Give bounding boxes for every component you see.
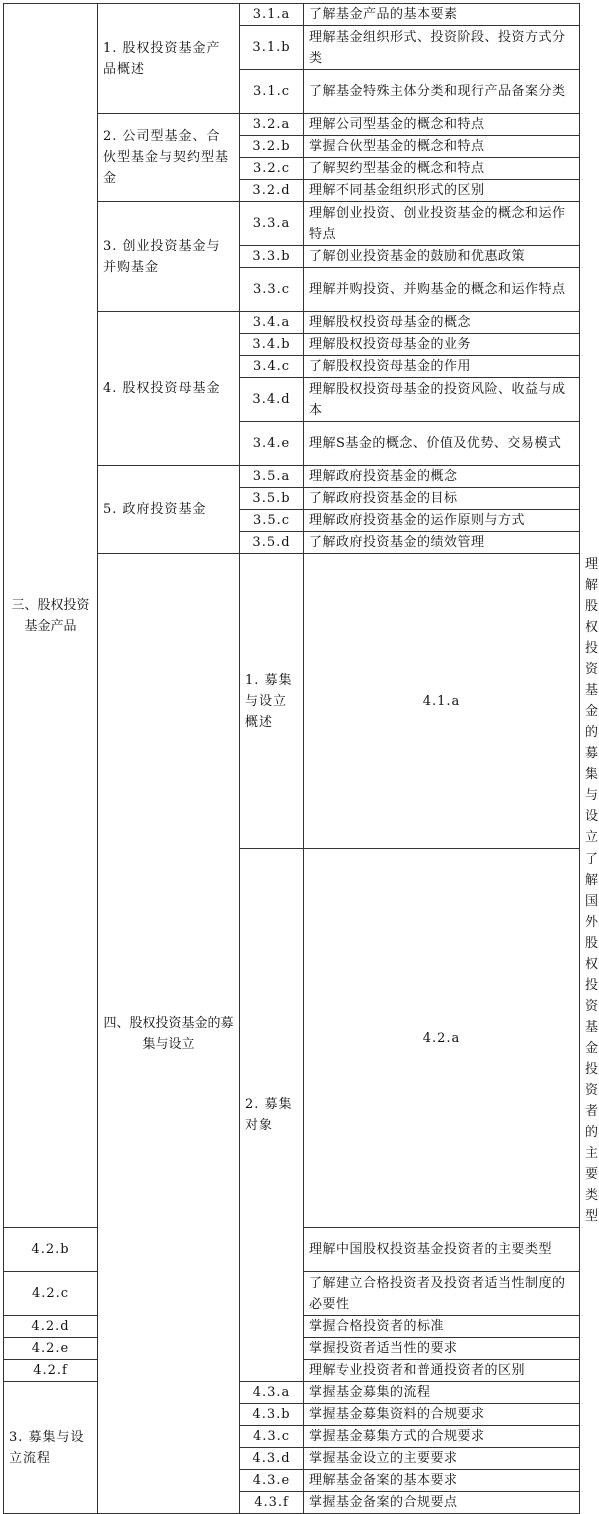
group-title: 1. 募集与设立概述	[240, 554, 304, 849]
item-code: 4.3.c	[240, 1426, 304, 1448]
item-text: 了解政府投资基金的绩效管理	[304, 532, 580, 554]
group-title: 5. 政府投资基金	[98, 466, 240, 554]
item-code: 3.5.d	[240, 532, 304, 554]
item-text: 掌握基金募集方式的合规要求	[304, 1426, 580, 1448]
item-code: 4.2.d	[4, 1316, 98, 1338]
item-text: 理解公司型基金的概念和特点	[304, 114, 580, 136]
item-text: 理解不同基金组织形式的区别	[304, 180, 580, 202]
item-code: 3.3.c	[240, 268, 304, 312]
item-code: 3.1.a	[240, 4, 304, 26]
item-code: 4.3.e	[240, 1470, 304, 1492]
item-code: 4.3.b	[240, 1404, 304, 1426]
item-code: 3.4.b	[240, 334, 304, 356]
item-text: 掌握基金备案的合规要点	[304, 1492, 580, 1514]
item-text: 理解基金组织形式、投资阶段、投资方式分类	[304, 26, 580, 70]
item-text: 理解S基金的概念、价值及优势、交易模式	[304, 422, 580, 466]
item-code: 4.2.e	[4, 1338, 98, 1360]
section-cell: 四、股权投资基金的募集与设立	[98, 554, 240, 1514]
item-text: 理解基金备案的基本要求	[304, 1470, 580, 1492]
item-text: 理解股权投资母基金的业务	[304, 334, 580, 356]
group-title: 3. 募集与设立流程	[4, 1382, 98, 1514]
group-title: 1. 股权投资基金产品概述	[98, 4, 240, 114]
group-title: 3. 创业投资基金与并购基金	[98, 202, 240, 312]
syllabus-table: 三、股权投资基金产品 1. 股权投资基金产品概述 3.1.a 了解基金产品的基本要素 3.1.b 理解基金组织形式、投资阶段、投资方式分类 3.1.c 了解基金特殊主体分类和现行产品备案分类 2. 公司型基金、合伙型基金与契约型基金 3.2.a 理解公司型基金的概念和特点 3.2.b 掌握合伙型基金的概念和特点 3.2.c 了解契约型基金的概念和特点 3.2.d 理解不同基金组织形式的区别 3. 创业投资基金与并购基金 3.3.a 理解创业投资、创业投资基金的概念和运作特点 3.3.b 了解创业投资基金的鼓励和优惠政策 3.3.c 理解并购投资、并购基金的概念和运作特点 4. 股权投资母基金 3.4.a 理解股权投资母基金的概念 3.4.b 理解股权投资母基金的业务 3.4.c 了解股权投资母基金的作用 3.4.d 理解股权投资母基金的投资风险、收益与成本 3.4.e 理解S基金的概念、价值及优势、交易模式 5. 政府投资基金 3.5.a 理解政府投资基金的概念 3.5.b 了解政府投资基金的目标 3.5.c 理解政府投资基金的运作原则与方式 3.5.d 了解政府投资基金的绩效管理 四、股权投资基金的募集与设立 1. 募集与设立概述 4.1.a 理解股权投资基金的募集与设立 2. 募集对象 4.2.a 了解国外股权投资基金投资者的主要类型 4.2.b 理解中国股权投资基金投资者的主要类型 4.2.c 了解建立合格投资者及投资者适当性制度的必要性 4.2.d 掌握合格投资者的标准 4.2.e 掌握投资者适当性的要求 4.2.f 理解专业投资者和普通投资者的区别 3. 募集与设立流程 4.3.a 掌握基金募集的流程 4.3.b 掌握基金募集资料的合规要求 4.3.c 掌握基金募集方式的合规要求 4.3.d 掌握基金设立的主要要求 4.3.e 理解基金备案的基本要求 4.3.f 掌握基金备案的合规要点	[3, 3, 580, 1514]
group-title: 4. 股权投资母基金	[98, 312, 240, 466]
item-code: 4.3.f	[240, 1492, 304, 1514]
item-code: 3.2.d	[240, 180, 304, 202]
item-text: 理解股权投资母基金的投资风险、收益与成本	[304, 378, 580, 422]
item-text: 掌握投资者适当性的要求	[304, 1338, 580, 1360]
item-code: 3.1.b	[240, 26, 304, 70]
item-code: 3.5.b	[240, 488, 304, 510]
item-code: 4.2.b	[4, 1228, 98, 1272]
item-text: 理解专业投资者和普通投资者的区别	[304, 1360, 580, 1382]
item-code: 3.3.a	[240, 202, 304, 246]
item-text: 理解并购投资、并购基金的概念和运作特点	[304, 268, 580, 312]
item-text: 了解契约型基金的概念和特点	[304, 158, 580, 180]
item-text: 理解政府投资基金的概念	[304, 466, 580, 488]
item-code: 3.5.c	[240, 510, 304, 532]
item-text: 掌握基金募集的流程	[304, 1382, 580, 1404]
item-text: 掌握合格投资者的标准	[304, 1316, 580, 1338]
item-code: 3.2.b	[240, 136, 304, 158]
item-text: 了解基金特殊主体分类和现行产品备案分类	[304, 70, 580, 114]
item-text: 理解中国股权投资基金投资者的主要类型	[304, 1228, 580, 1272]
item-code: 3.4.e	[240, 422, 304, 466]
item-code: 3.2.a	[240, 114, 304, 136]
item-code: 3.4.c	[240, 356, 304, 378]
item-code: 4.2.f	[4, 1360, 98, 1382]
item-text: 了解基金产品的基本要素	[304, 4, 580, 26]
item-code: 4.2.a	[304, 849, 580, 1228]
item-code: 4.3.a	[240, 1382, 304, 1404]
item-code: 3.2.c	[240, 158, 304, 180]
item-code: 3.3.b	[240, 246, 304, 268]
item-code: 3.1.c	[240, 70, 304, 114]
item-text: 掌握基金设立的主要要求	[304, 1448, 580, 1470]
item-text: 理解创业投资、创业投资基金的概念和运作特点	[304, 202, 580, 246]
group-title: 2. 公司型基金、合伙型基金与契约型基金	[98, 114, 240, 202]
item-text: 掌握基金募集资料的合规要求	[304, 1404, 580, 1426]
group-title: 2. 募集对象	[240, 849, 304, 1382]
item-code: 4.3.d	[240, 1448, 304, 1470]
item-text: 掌握合伙型基金的概念和特点	[304, 136, 580, 158]
item-code: 4.1.a	[304, 554, 580, 849]
item-text: 了解创业投资基金的鼓励和优惠政策	[304, 246, 580, 268]
item-text: 理解股权投资母基金的概念	[304, 312, 580, 334]
item-code: 4.2.c	[4, 1272, 98, 1316]
item-code: 3.4.a	[240, 312, 304, 334]
item-code: 3.4.d	[240, 378, 304, 422]
section-cell: 三、股权投资基金产品	[4, 4, 98, 1228]
item-text: 了解建立合格投资者及投资者适当性制度的必要性	[304, 1272, 580, 1316]
item-text: 了解政府投资基金的目标	[304, 488, 580, 510]
item-text: 了解股权投资母基金的作用	[304, 356, 580, 378]
item-text: 理解政府投资基金的运作原则与方式	[304, 510, 580, 532]
item-code: 3.5.a	[240, 466, 304, 488]
